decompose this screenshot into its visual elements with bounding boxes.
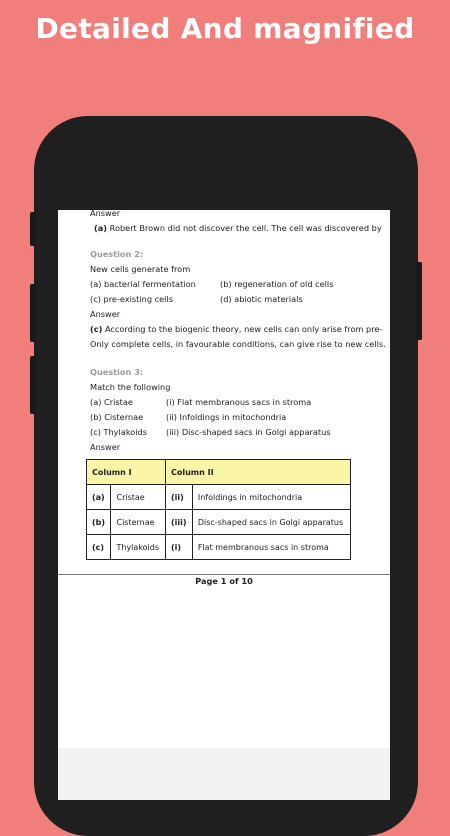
q1-answer-text: Robert Brown did not discover the cell. The cell was discovered by [109, 223, 382, 233]
q3-pair-3-left: (c) Thylakoids [90, 427, 148, 437]
q3-stem: Match the following [90, 382, 171, 392]
pdf-page[interactable] [58, 210, 390, 750]
phone-power-button [416, 262, 422, 340]
q2-title: Question 2: [90, 249, 144, 259]
q2-answer-line-2: Only complete cells, in favourable conditions, can give rise to new cells. [90, 339, 386, 349]
page-divider [58, 574, 390, 575]
table-cell: (c) [87, 535, 111, 560]
table-cell: Infoldings in mitochondria [192, 485, 350, 510]
q2-options-row-2 [90, 292, 390, 307]
q2-stem: New cells generate from [90, 264, 191, 274]
q3-pair-2-left: (b) Cisternae [90, 412, 144, 422]
page-content [90, 210, 390, 455]
page-number: Page 1 of 10 [195, 576, 253, 586]
table-cell: Cisternae [111, 510, 166, 535]
q2-option-b: (b) regeneration of old cells [220, 279, 334, 289]
q1-answer [94, 221, 390, 236]
q3-pair-1-right: (i) Flat membranous sacs in stroma [166, 397, 312, 407]
answer-table [86, 459, 351, 560]
headline: Detailed And magnified [35, 12, 415, 45]
phone-volume-up-button [30, 284, 36, 342]
q2-option-d: (d) abiotic materials [220, 294, 303, 304]
table-cell: (b) [87, 510, 111, 535]
q2-options-row-1 [90, 277, 390, 292]
table-cell: (iii) [166, 510, 193, 535]
viewer-bottom-area [58, 748, 390, 800]
q3-pair-3 [90, 425, 390, 440]
q3-title: Question 3: [90, 367, 144, 377]
q2-answer-text-1: According to the biogenic theory, new cells can only arise from pre- [104, 324, 383, 334]
table-row [87, 510, 351, 535]
table-cell: (a) [87, 485, 111, 510]
q3-pair-2-right: (ii) Infoldings in mitochondria [166, 412, 287, 422]
q3-pair-3-right: (iii) Disc-shaped sacs in Golgi apparatus [166, 427, 331, 437]
q1-answer-letter: (a) [94, 223, 108, 233]
phone-volume-down-button [30, 356, 36, 414]
phone-screen[interactable] [58, 210, 390, 800]
phone-mute-button [30, 212, 36, 246]
table-header-col2: Column II [166, 460, 351, 485]
table-cell: Cristae [111, 485, 166, 510]
q2-answer-label: Answer [90, 309, 121, 319]
q1-answer-label: Answer [90, 210, 121, 218]
table-header-row [87, 460, 351, 485]
q2-option-c: (c) pre-existing cells [90, 294, 173, 304]
table-row [87, 535, 351, 560]
table-cell: Disc-shaped sacs in Golgi apparatus [192, 510, 350, 535]
table-cell: (i) [166, 535, 193, 560]
q3-answer-label: Answer [90, 442, 121, 452]
q2-option-a: (a) bacterial fermentation [90, 279, 196, 289]
table-row [87, 485, 351, 510]
q2-answer-line-1 [90, 322, 390, 337]
table-header-col1: Column I [87, 460, 166, 485]
q3-pair-1 [90, 395, 390, 410]
table-cell: Thylakoids [111, 535, 166, 560]
table-cell: Flat membranous sacs in stroma [192, 535, 350, 560]
table-cell: (ii) [166, 485, 193, 510]
q2-answer-letter: (c) [90, 324, 103, 334]
q3-pair-1-left: (a) Cristae [90, 397, 133, 407]
q3-pair-2 [90, 410, 390, 425]
